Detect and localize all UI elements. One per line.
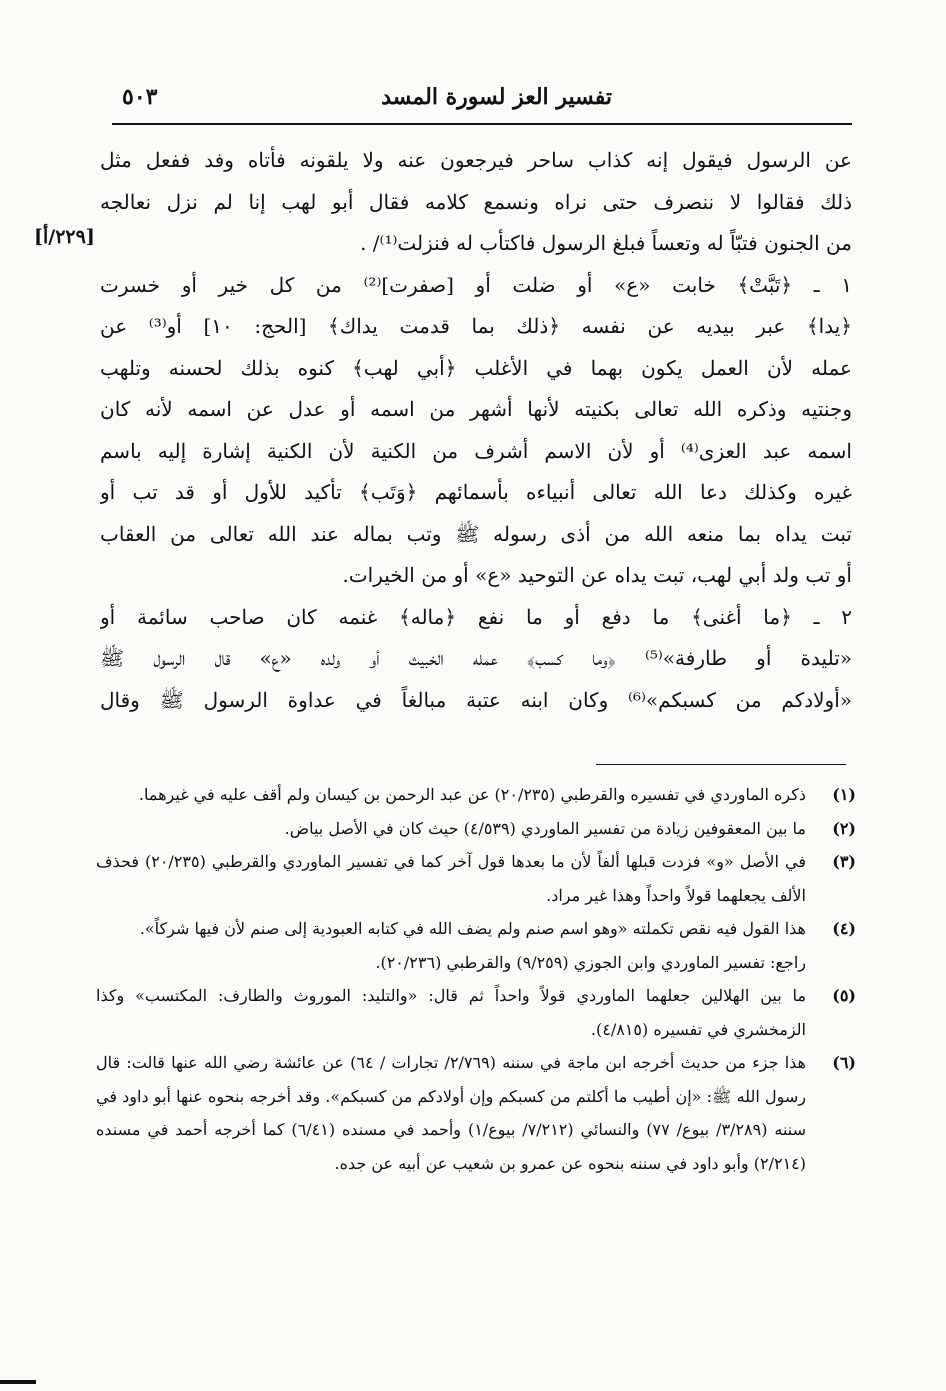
main-text [100, 140, 852, 721]
footnote-text: ما بين الهلالين جعلهما الماوردي قولاً واحداً ثم قال: «والتليد: الموروث والطارف: المكتسب» وكذا الزمخشري في تفسيره (٤/٨١٥). [96, 986, 806, 1039]
footnote-text: هذا جزء من حديث أخرجه ابن ماجة في سننه (٢/٧٦٩/ تجارات / ٦٤) عن عائشة رضي الله عنها قالت: قال رسول الله ﷺ: «إن أطيب ما أكلتم من كسبكم وإن أولادكم من كسبكم». وقد أخرجه بنحوه عنها أبو داود في سننه (٣/٢٨٩/ بيوع/ ٧٧) والنسائي (٧/٢١٢/ بيوع/١) وأحمد في مسنده (٦/٤١) كما أخرجه أحمد في مسنده (٢/٢١٤) وأبو داود في سننه بنحوه عن عمرو بن شعيب عن أبيه عن جده. [96, 1053, 807, 1173]
footnote [96, 812, 856, 846]
footnotes [96, 778, 856, 1180]
text-line: ١ ـ ﴿تَبَّتْ﴾ خابت «ع» أو ضلت أو [صفرت]⁽²⁾ من كل خير أو خسرت [100, 272, 852, 297]
text-line: ﴿يدا﴾ عبر بيديه عن نفسه ﴿ذلك بما قدمت يداك﴾ [الحج: ١٠] أو⁽³⁾ عن [100, 314, 852, 338]
text-line: تبت يداه بما منعه الله من أذى رسوله ﷺ وتب بماله عند الله تعالى من العقاب [100, 521, 852, 546]
text-line: غيره وكذلك دعا الله تعالى أنبياءه بأسمائهم ﴿وَتَب﴾ تأكيد للأول أو قد تب أو [100, 480, 852, 504]
text-line: عمله لأن العمل يكون بهما في الأغلب ﴿أبي لهب﴾ كنوه بذلك لحسنه وتلهب [100, 355, 852, 380]
footnote-number: (٦) [832, 1053, 856, 1072]
page-number: ٥٠٣ [122, 84, 158, 110]
text-line: ذلك فقالوا لا ننصرف حتى نراه ونسمع كلامه فقال أبو لهب إنا لم نزل نعالجه [100, 189, 852, 214]
footnote [96, 845, 856, 912]
text-line: عن الرسول فيقول إنه كذاب ساحر فيرجعون عنه ولا يلقونه فأتاه وفد ففعل مثل [100, 148, 852, 172]
footnote-text: ذكره الماوردي في تفسيره والقرطبي (٢٠/٢٣٥) عن عبد الرحمن بن كيسان ولم أقف عليه في غيرهما. [138, 785, 806, 804]
running-title: تفسير العز لسورة المسد [381, 84, 612, 110]
footnote [96, 778, 856, 812]
footnote-number: (١) [832, 785, 856, 804]
footnote [96, 979, 856, 1046]
manuscript-folio-ref: [٢٢٩/أ] [34, 226, 95, 248]
footnote-number: (٣) [832, 852, 856, 871]
footnote [96, 1046, 856, 1180]
text-line: من الجنون فتبّاً له وتعساً فبلغ الرسول فاكتأب له فنزلت⁽¹⁾/ . [360, 231, 852, 255]
text-line: وجنتيه وذكره الله تعالى بكنيته لأنها أشهر من اسمه أو عدل عن اسمه لأنه كان [100, 397, 852, 421]
footnote-number: (٤) [832, 919, 856, 938]
footnote-text: ما بين المعقوفين زيادة من تفسير الماوردي (٤/٥٣٩) حيث كان في الأصل بياض. [284, 818, 806, 838]
footnotes-separator [596, 764, 846, 765]
text-line: اسمه عبد العزى⁽⁴⁾ أو لأن الاسم أشرف من الكنية لأن الكنية إشارة إليه باسم [100, 438, 852, 463]
footnote-reference: راجع: تفسير الماوردي وابن الجوزي (٩/٢٥٩) والقرطبي (٢٠/٢٣٦). [375, 952, 806, 972]
text-line: أو تب ولد أبي لهب، تبت يداه عن التوحيد «ع» أو من الخيرات. [342, 563, 852, 587]
footnote-text: هذا القول فيه نقص تكملته «وهو اسم صنم ولم يضف الله في كتابه العبودية إلى صنم لأن فيها شركاً». [139, 919, 806, 938]
scan-edge-mark [0, 1380, 36, 1384]
header-rule [112, 123, 852, 125]
text-line: «أولادكم من كسبكم»⁽⁶⁾ وكان ابنه عتبة مبالغاً في عداوة الرسول ﷺ وقال [100, 687, 852, 712]
footnote [96, 912, 856, 946]
text-line: ٢ ـ ﴿ما أغنى﴾ ما دفع أو ما نفع ﴿ماله﴾ غنمه كان صاحب سائمة أو [100, 604, 852, 629]
page-header [112, 82, 852, 122]
footnote-number: (٥) [832, 986, 856, 1005]
footnote-text: في الأصل «و» فزدت قبلها ألفاً لأن ما بعدها قول آخر كما في تفسير الماوردي والقرطبي (٢٠/٢٣٥) فحذف الألف يجعلهما قولاً واحداً وهذا غير مراد. [96, 852, 806, 905]
text-line: «تليدة أو طارفة»⁽⁵⁾ ﴿وما كسب﴾ عمله الخبيث أو ولده «ع» قال الرسول ﷺ [100, 646, 852, 670]
footnote-number: (٢) [832, 818, 856, 838]
